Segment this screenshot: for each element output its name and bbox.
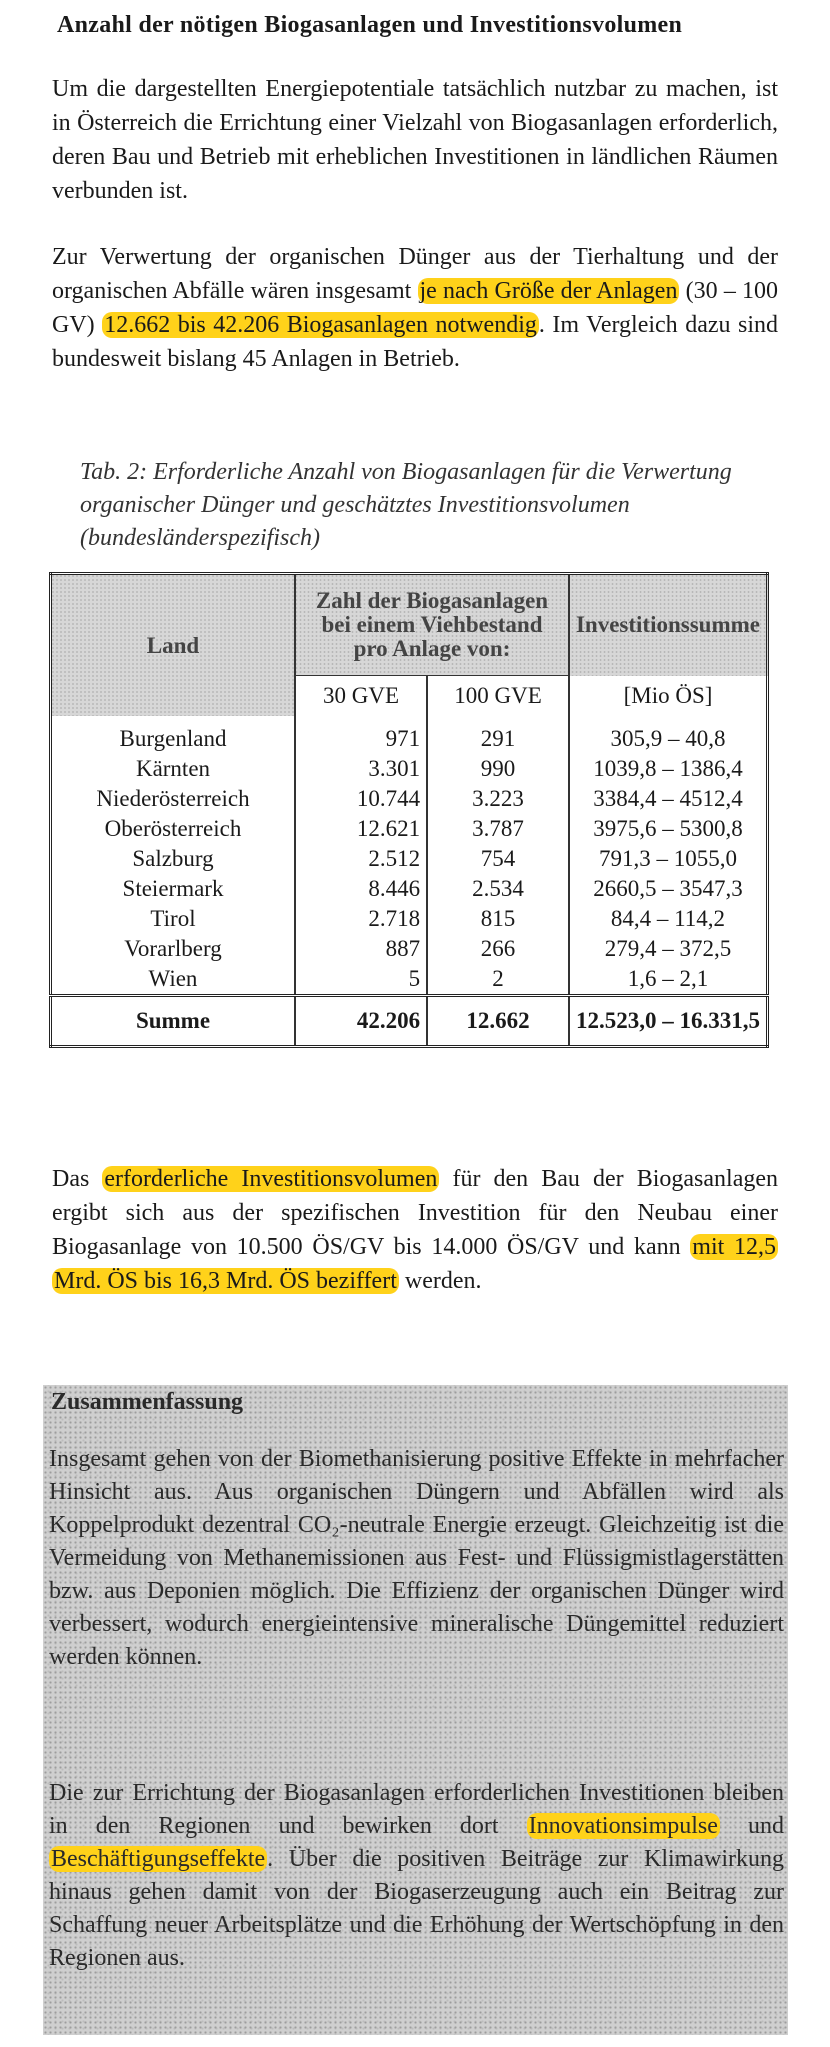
cell-invest: 305,9 – 40,8 [569,716,768,754]
sum-invest: 12.523,0 – 16.331,5 [569,996,768,1047]
header-100gve: 100 GVE [427,676,569,717]
text-segment: . Im Vergleich dazu sind bundesweit bislang 45 Anlagen in Betrieb. [52,312,779,372]
cell-100gve: 3.223 [427,784,569,814]
text-segment: und [719,1813,784,1839]
table-row [51,754,768,784]
cell-100gve: 990 [427,754,569,784]
table-row [51,844,768,874]
highlighted-text: Beschäftigungseffekte [51,1846,266,1872]
cell-100gve: 266 [427,934,569,964]
table-row [51,784,768,814]
table-sum-row [51,996,768,1047]
highlighted-text: mit 12,5 Mrd. ÖS bis 16,3 Mrd. ÖS beziffert [54,1234,776,1294]
header-invest: Investitionssumme [569,574,768,676]
text-segment: werden. [398,1268,482,1294]
cell-land: Salzburg [132,846,214,871]
header-land: Land [146,632,200,658]
cell-30gve: 2.718 [295,904,427,934]
cell-30gve: 5 [295,964,427,996]
table-caption: Tab. 2: Erforderliche Anzahl von Biogasanlagen für die Verwertung organischer Dünger und geschätztes Investitionsvolumen (bundesländerspezifisch) [80,459,732,551]
cell-land: Steiermark [122,876,224,901]
highlighted-text: je nach Größe der Anlagen [419,278,678,304]
cell-30gve: 2.512 [295,844,427,874]
highlighted-text: Innovationsimpulse [528,1813,718,1839]
cell-30gve: 8.446 [295,874,427,904]
summary-title: Zusammenfassung [51,1389,244,1415]
header-30gve: 30 GVE [295,676,427,717]
text-segment: . Über die positiven Beiträge zur Klimawirkung hinaus gehen damit von der Biogaserzeugung auch ein Beitrag zur Schaffung neuer Arbeitsplätze und die Erhöhung der Wertschöpfung in den Regionen aus. [49,1846,784,1971]
table-header-row [51,574,768,676]
cell-invest: 3975,6 – 5300,8 [569,814,768,844]
cell-30gve: 971 [295,716,427,754]
table-row [51,934,768,964]
cell-30gve: 887 [295,934,427,964]
text-segment: Das [52,1166,103,1192]
cell-invest: 279,4 – 372,5 [569,934,768,964]
cell-100gve: 2.534 [427,874,569,904]
cell-land: Kärnten [135,756,211,781]
table-row [51,964,768,996]
cell-30gve: 12.621 [295,814,427,844]
cell-land: Niederösterreich [96,786,250,811]
table-row [51,874,768,904]
highlighted-text: 12.662 bis 42.206 Biogasanlagen notwendig [104,312,537,338]
header-anzahl: Zahl der Biogasanlagen bei einem Viehbestand pro Anlage von: [295,574,569,676]
biogas-count-paragraph [52,240,778,376]
cell-100gve: 291 [427,716,569,754]
investment-paragraph [52,1162,778,1298]
intro-paragraph: Um die dargestellten Energiepotentiale tatsächlich nutzbar zu machen, ist in Österreich die Errichtung einer Vielzahl von Biogasanlagen erforderlich, deren Bau und Betrieb mit erheblichen Investitionen in ländlichen Räumen verbunden ist. [52,76,778,204]
text-segment: (30 – 100 GV) [52,278,779,338]
summary-paragraph-1: Insgesamt gehen von der Biomethanisierung positive Effekte in mehrfacher Hinsicht aus. Aus organischen Düngern und Abfällen wird als Koppelprodukt dezentral CO₂-neutrale Energie erzeugt. Gleichzeitig ist die Vermeidung von Methanemissionen aus Fest- und Flüssigmistlagerstätten bzw. aus Deponien möglich. Die Effizienz der organischen Dünger wird verbessert, wodurch energieintensive mineralische Düngemittel reduziert werden können. [49,1446,784,1670]
cell-30gve: 3.301 [295,754,427,784]
cell-land: Wien [148,966,198,991]
table-body [51,716,768,996]
cell-100gve: 815 [427,904,569,934]
summary-box [43,1385,788,2035]
biogas-table [49,572,769,1048]
cell-invest: 2660,5 – 3547,3 [569,874,768,904]
cell-100gve: 3.787 [427,814,569,844]
sum-label: Summe [51,996,296,1047]
cell-invest: 1039,8 – 1386,4 [569,754,768,784]
cell-100gve: 754 [427,844,569,874]
cell-invest: 791,3 – 1055,0 [569,844,768,874]
cell-land: Tirol [150,906,196,931]
text-segment: Zur Verwertung der organischen Dünger aus der Tierhaltung und der organischen Abfälle wären insgesamt [52,244,778,304]
cell-land: Vorarlberg [124,936,222,961]
cell-invest: 1,6 – 2,1 [569,964,768,996]
cell-invest: 84,4 – 114,2 [569,904,768,934]
text-segment: Die zur Errichtung der Biogasanlagen erforderlichen Investitionen bleiben in den Regionen und bewirken dort [49,1780,784,1839]
table-row [51,904,768,934]
cell-30gve: 10.744 [295,784,427,814]
cell-invest: 3384,4 – 4512,4 [569,784,768,814]
text-segment: für den Bau der Biogasanlagen ergibt sich aus der spezifischen Investition für den Neubau einer Biogasanlage von 10.500 ÖS/GV bis 14.000 ÖS/GV und kann [52,1166,779,1260]
header-unit: [Mio ÖS] [569,676,768,717]
sum-100gve: 12.662 [427,996,569,1047]
section-heading: Anzahl der nötigen Biogasanlagen und Investitionsvolumen [57,12,683,38]
table-row [51,814,768,844]
cell-land: Burgenland [119,726,227,751]
highlighted-text: erforderliche Investitionsvolumen [104,1166,438,1192]
cell-100gve: 2 [427,964,569,996]
summary-paragraph-2 [49,1777,784,1975]
cell-land: Oberösterreich [104,816,242,841]
table-row [51,716,768,754]
sum-30gve: 42.206 [295,996,427,1047]
